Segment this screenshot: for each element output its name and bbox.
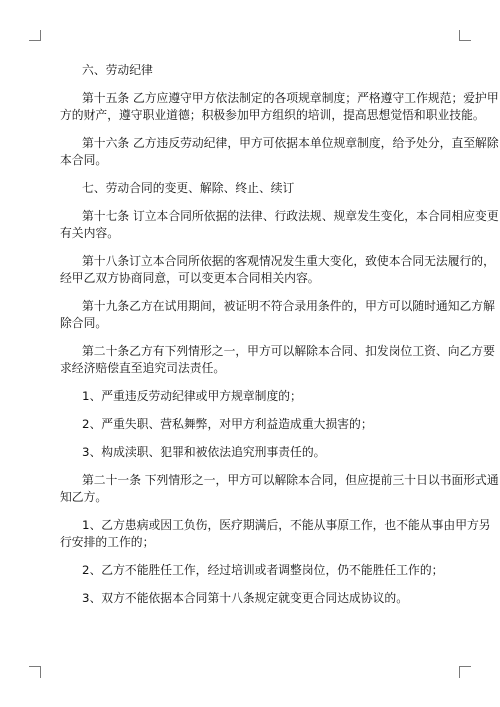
article-16-line-1: 第十六条 乙方违反劳动纪律，甲方可依据本单位规章制度，给予处分，直至解除 <box>82 136 499 150</box>
article-21-item-3: 3、双方不能依据本合同第十八条规定就变更合同达成协议的。 <box>82 591 409 605</box>
article-17-line-1: 第十七条 订立本合同所依据的法律、行政法规、规章发生变化，本合同相应变更 <box>82 209 499 223</box>
article-15-line-2: 方的财产，遵守职业道德；积极参加甲方组织的培训，提高思想觉悟和职业技能。 <box>60 108 485 122</box>
article-21-line-2: 知乙方。 <box>60 490 108 504</box>
article-20-item-3: 3、构成渎职、犯罪和被依法追究刑事责任的。 <box>82 445 326 459</box>
document-body <box>60 62 499 607</box>
section-heading-contract-changes: 七、劳动合同的变更、解除、终止、续订 <box>82 181 295 195</box>
article-20-item-1: 1、严重违反劳动纪律或甲方规章制度的； <box>82 389 302 403</box>
article-16-line-2: 本合同。 <box>60 153 108 167</box>
crop-mark-top-right <box>459 30 471 41</box>
article-18-line-1: 第十八条订立本合同所依据的客观情况发生重大变化，致使本合同无法履行的， <box>82 254 495 268</box>
crop-mark-bottom-right <box>459 666 471 678</box>
article-15-line-1: 第十五条 乙方应遵守甲方依法制定的各项规章制度；严格遵守工作规范；爱护甲 <box>82 91 499 105</box>
article-19-line-1: 第十九条乙方在试用期间，被证明不符合录用条件的，甲方可以随时通知乙方解 <box>82 299 495 313</box>
article-20-item-2: 2、严重失职、营私舞弊，对甲方利益造成重大损害的； <box>82 417 373 431</box>
section-heading-labor-discipline: 六、劳动纪律 <box>82 63 153 77</box>
article-21-item-1-line-1: 1、乙方患病或因工负伤，医疗期满后，不能从事原工作，也不能从事由甲方另 <box>82 518 491 532</box>
article-20-line-1: 第二十条乙方有下列情形之一，甲方可以解除本合同、扣发岗位工资、向乙方要 <box>82 344 495 358</box>
article-17-line-2: 有关内容。 <box>60 226 119 240</box>
article-21-line-1: 第二十一条 下列情形之一，甲方可以解除本合同，但应提前三十日以书面形式通 <box>82 473 499 487</box>
crop-mark-top-left <box>29 30 41 41</box>
article-19-line-2: 除合同。 <box>60 316 108 330</box>
article-21-item-2: 2、乙方不能胜任工作，经过培训或者调整岗位，仍不能胜任工作的； <box>82 563 444 577</box>
article-18-line-2: 经甲乙双方协商同意，可以变更本合同相关内容。 <box>60 271 320 285</box>
article-21-item-1-line-2: 行安排的工作的； <box>60 535 155 549</box>
crop-mark-bottom-left <box>29 666 41 678</box>
article-20-line-2: 求经济赔偿直至追究司法责任。 <box>60 361 226 375</box>
